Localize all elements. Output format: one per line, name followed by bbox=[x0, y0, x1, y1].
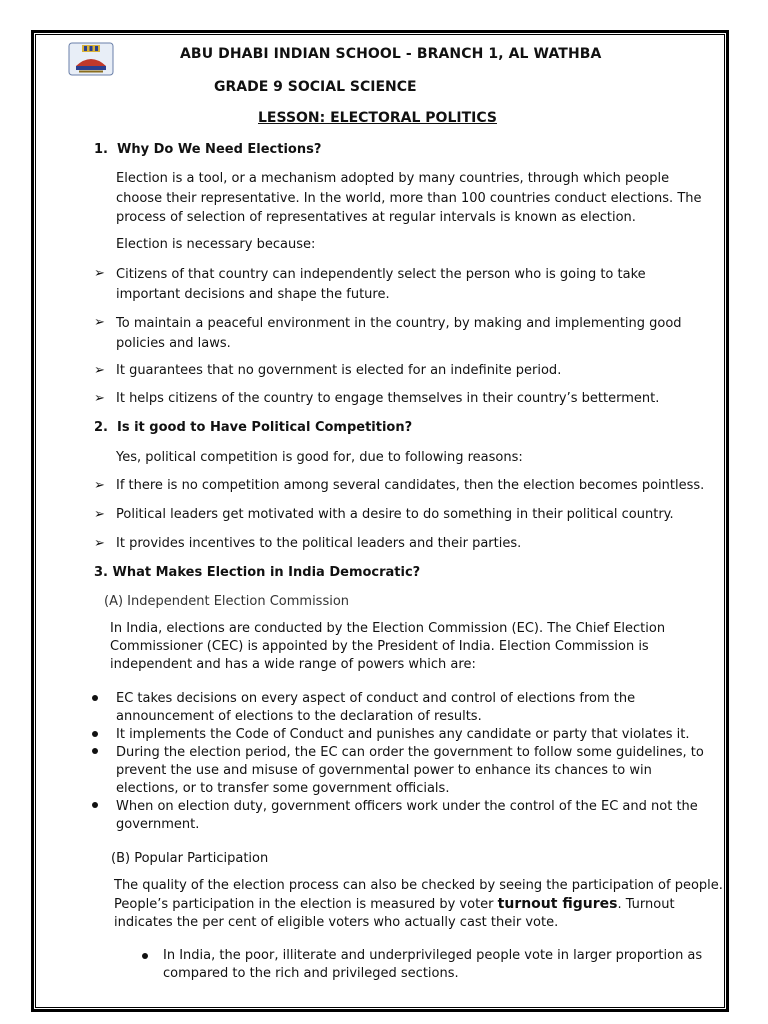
bullet-dot-icon bbox=[142, 953, 148, 959]
section1-intro: Election is a tool, or a mechanism adopted by many countries, through which people choose their representative. In the world, more than 100 countries conduct elections. The process of selection of representatives at regular intervals is known as election. bbox=[116, 171, 702, 225]
section3-point-a: When on election duty, government officers work under the control of the EC and not the government. bbox=[116, 799, 698, 832]
arrow-bullet-icon: ➢ bbox=[94, 507, 105, 522]
section1-heading: Why Do We Need Elections? bbox=[117, 142, 322, 157]
section1-point: To maintain a peaceful environment in the country, by making and implementing good policies and laws. bbox=[116, 316, 682, 351]
bullet-dot-icon bbox=[92, 748, 98, 754]
turnout-figures-term: turnout figures bbox=[497, 896, 618, 912]
intro-b-text-end: . Turnout indicates the per cent of eligible voters who actually cast their vote. bbox=[114, 897, 675, 930]
arrow-bullet-icon: ➢ bbox=[94, 391, 105, 406]
section3-point-b: In India, the poor, illiterate and underprivileged people vote in larger proportion as compared to the rich and privileged sections. bbox=[163, 948, 703, 981]
section3-sub-b: (B) Popular Participation bbox=[111, 851, 269, 866]
arrow-bullet-icon: ➢ bbox=[94, 266, 105, 281]
section3-point-a: EC takes decisions on every aspect of conduct and control of elections from the announcement of elections to the declaration of results. bbox=[116, 691, 636, 724]
section3-point-a: During the election period, the EC can order the government to follow some guidelines, to prevent the use and misuse of governmental power to enhance its chances to win elections, or to transfer some government officials. bbox=[116, 745, 704, 796]
school-logo-icon bbox=[68, 42, 114, 76]
section3-intro-b bbox=[114, 877, 726, 932]
section2-lead: Yes, political competition is good for, due to following reasons: bbox=[116, 450, 523, 465]
section2-point: Political leaders get motivated with a desire to do something in their political country. bbox=[116, 507, 674, 522]
arrow-bullet-icon: ➢ bbox=[94, 536, 105, 551]
section1-point: Citizens of that country can independently select the person who is going to take important decisions and shape the future. bbox=[116, 267, 646, 302]
intro-b-text: The quality of the election process can also be checked by seeing the participation of people. People’s participation in the election is measured by voter bbox=[114, 878, 723, 912]
section1-number: 1. bbox=[94, 142, 108, 157]
section2-point: If there is no competition among several candidates, then the election becomes pointless. bbox=[116, 478, 705, 493]
bullet-dot-icon bbox=[92, 731, 98, 737]
section3-sub-a: (A) Independent Election Commission bbox=[104, 594, 350, 609]
lesson-title: LESSON: ELECTORAL POLITICS bbox=[258, 110, 497, 126]
section2-point: It provides incentives to the political leaders and their parties. bbox=[116, 536, 522, 551]
section1-lead: Election is necessary because: bbox=[116, 237, 316, 252]
arrow-bullet-icon: ➢ bbox=[94, 363, 105, 378]
grade-title: GRADE 9 SOCIAL SCIENCE bbox=[214, 79, 417, 95]
section1-point: It helps citizens of the country to engage themselves in their country’s betterment. bbox=[116, 391, 660, 406]
bullet-dot-icon bbox=[92, 695, 98, 701]
section2-heading: Is it good to Have Political Competition? bbox=[117, 420, 413, 435]
section3-heading: 3. What Makes Election in India Democratic? bbox=[94, 565, 421, 580]
arrow-bullet-icon: ➢ bbox=[94, 315, 105, 330]
bullet-dot-icon bbox=[92, 802, 98, 808]
section3-intro-a: In India, elections are conducted by the Election Commission (EC). The Chief Election Commissioner (CEC) is appointed by the President of India. Election Commission is independent and has a wide range of powers which are: bbox=[110, 621, 666, 672]
section3-point-a: It implements the Code of Conduct and punishes any candidate or party that violates it. bbox=[116, 727, 690, 742]
school-title: ABU DHABI INDIAN SCHOOL - BRANCH 1, AL WATHBA bbox=[180, 46, 602, 62]
section2-number: 2. bbox=[94, 420, 108, 435]
section1-point: It guarantees that no government is elected for an indefinite period. bbox=[116, 363, 562, 378]
arrow-bullet-icon: ➢ bbox=[94, 478, 105, 493]
